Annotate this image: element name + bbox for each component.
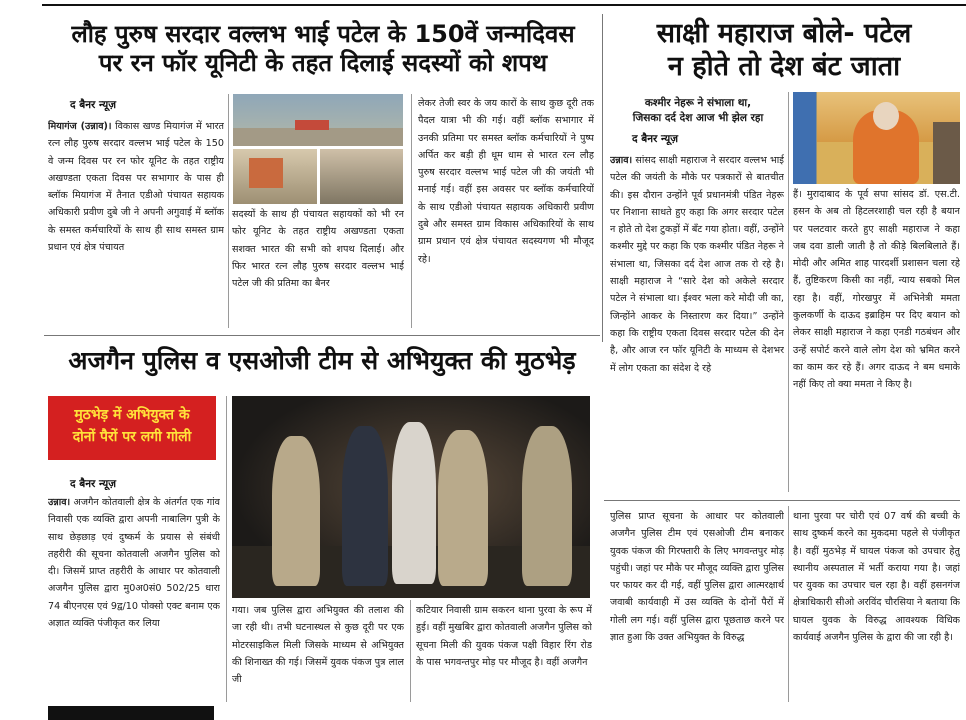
story1-col1 <box>48 118 224 328</box>
story2-subhead-line2: जिसका दर्द देश आज भी झेल रहा <box>632 112 764 124</box>
story2-col1 <box>610 152 784 492</box>
story3-col-divider-2 <box>410 600 411 702</box>
story2-place: उन्नाव। <box>610 155 633 166</box>
story3-photo-person-1 <box>272 436 320 586</box>
story3-col3-text: कटियार निवासी ग्राम सकरन थाना पुरवा के रूप में हुई। वहीं मुखबिर द्वारा कोतवाली अजगैन पुलिस को सूचना मिली की युवक पंकज पक्षी विहार रिंग रोड के पास भगवन्तपुर मोड़ पर मौजूद है। वहीं अजगैन <box>416 605 592 668</box>
story2-col1-text: सांसद साक्षी महाराज ने सरदार वल्लभ भाई पटेल की जयंती के मौके पर पत्रकारों से बातचीत की। इस दौरान उन्होंने पूर्व प्रधानमंत्री पंडित नेहरू पर निशाना साधते हुए कहा कि अगर सरदार पटेल न होते तो देश टुकड़ों में बँट गया होता। वहीं, उन्होंने कश्मीर मुद्दे पर कहा कि एक कश्मीर पंडित नेहरू ने संभाला था, जिसका दर्द देश आज तक रो रहे है। साक्षी महाराज ने “सारे देश को अकेले सरदार पटेल ने संभाला था। ईश्वर भला करे मोदी जी का, जिन्होंने आकर के निस्तारण कर दिया।” उन्होंने कहा कि राष्ट्रीय एकता दिवस सरदार पटेल की देन है, और आज रन फॉर यूनिटी के माध्यम से देशभर में लोग एकता का संदेश दे रहे <box>610 155 784 374</box>
story2-subhead-line1: कश्मीर नेहरू ने संभाला था, <box>644 97 752 109</box>
story3-col5-text: थाना पुरवा पर चोरी एवं 07 वर्ष की बच्ची के साथ दुष्कर्म करने का मुकदमा पहले से पंजीकृत है। वहीं मुठभेड़ में घायल पंकज को उपचार हेतु स्थानीय अस्पताल में भर्ती कराया गया है। जहां पर युवक का उपचार चल रहा है। वहीं हसनगंज क्षेत्राधिकारी सीओ अरविंद चौरसिया ने बताया कि घायल युवक के विरुद्ध आवश्यक विधिक कार्यवाई अजगैन पुलिस के द्वारा की जा रही है। <box>793 511 960 644</box>
story1-col-divider-1 <box>228 94 229 328</box>
story1-photo-bottom-right <box>320 149 403 204</box>
story1-place: मियागंज (उन्नाव)। <box>48 121 112 132</box>
story3-red-box <box>48 396 216 460</box>
story1-col-divider-2 <box>411 94 412 328</box>
story3-top-rule <box>44 335 600 336</box>
story3-col1 <box>48 494 220 700</box>
story3-place: उन्नाव। <box>48 497 71 508</box>
story3-red-box-line2: दोनों पैरों पर लगी गोली <box>72 429 192 445</box>
story2-col2-text: हैं। मुरादाबाद के पूर्व सपा सांसद डॉ. एस.टी. हसन के अब तो हिटलरशाही चल रही है बयान पर पलटवार करते हुए साक्षी महाराज ने कहा जब दवा डाली जाती है तो कीड़े बिलबिलाते हैं। मोदी और अमित शाह पारदर्शी प्रशासन चला रहे हैं, तुष्टिकरण किसी का नहीं, न्याय सबको मिल रहा है। वहीं, गोरखपुर में अभिनेत्री ममता कुलकर्णी के दाऊद इब्राहिम पर दिए बयान को लेकर साक्षी महाराज ने कहा एनडी गठबंधन और उन्हें सपोर्ट करने वाले लोग देश को भ्रमित करने का काम कर रहे हैं। अगर दाऊद ने बम धमाके नहीं किए तो क्या ममता ने किए है। <box>793 189 960 391</box>
story1-byline: द बैनर न्यूज़ <box>70 99 116 111</box>
story3-col2 <box>232 602 404 702</box>
story1-photo-top-ground <box>233 128 403 146</box>
story1-col3 <box>418 95 594 328</box>
story3-col4 <box>610 508 784 702</box>
story3-red-box-line1: मुठभेड़ में अभियुक्त के <box>74 407 190 423</box>
story3-photo-person-4 <box>438 430 488 586</box>
top-border <box>42 4 966 6</box>
story3-photo-person-5 <box>522 426 572 586</box>
story1-col3-text: लेकर तेजी स्वर के जय कारों के साथ कुछ दूरी तक पैदल यात्रा भी की गई। वहीं ब्लॉक सभागार में उनकी प्रतिमा पर समस्त ब्लॉक कर्मचारियों ने पुष्प अर्पित कर बड़ी ही धूम धाम से भारत रत्न लौह पुरुष सरदार वल्लभ भाई पटेल जी की जयंती भी मनाई गई। वहीं इस अवसर पर ब्लॉक कर्मचारियों के साथ एडीओ पंचायत सहायक अधिकारी प्रवीण दुबे और समस्त ग्राम विकास अधिकारियों के साथ ग्राम प्रधान एवं क्षेत्र पंचायत सदस्यगण भी मौजूद रहे। <box>418 98 594 265</box>
story3-photo <box>232 396 590 598</box>
story2-col-divider <box>788 92 789 492</box>
story1-headline-line2: पर रन फॉर यूनिटी के तहत दिलाई सदस्यों को शपथ <box>98 49 548 78</box>
story1-photo-hdivider <box>233 146 403 149</box>
story3-photo-person-2 <box>342 426 388 586</box>
story2-headline-line2: न होते तो देश बंट जाता <box>667 50 901 82</box>
story3-photo-person-3 <box>392 422 436 584</box>
story3-col-divider-1 <box>226 396 227 702</box>
story-divider <box>602 14 603 342</box>
story1-headline <box>44 20 602 79</box>
story3-col2-text: गया। जब पुलिस द्वारा अभियुक्त की तलाश की जा रही थी। तभी घटनास्थल से कुछ दूरी पर एक मोटरसाइकिल मिली जिसके माध्यम से अभियुक्त की शिनाख्त की गई। जिसमें युवक पंकज पुत्र लाल जी <box>232 605 404 686</box>
story1-photo-banner <box>295 120 329 130</box>
story1-col2-text: सदस्यों के साथ ही पंचायत सहायकों को भी रन फोर यूनिट के तहत राष्ट्रीय अखण्डता एकता सशक्त भारत की सभी को शपथ दिलाई। और फिर भारत रत्न लौह पुरुष सरदार वल्लभ भाई पटेल जी की प्रतिमा का बैनर <box>232 209 404 290</box>
story3-col5 <box>793 508 960 702</box>
story1-col1-text: विकास खण्ड मियागंज में भारत रत्न लौह पुरुष सरदार वल्लभ भाई पटेल के 150 वे जन्म दिवस पर रन फोर यूनिट के तहत राष्ट्रीय अखण्डता एकता दिवस पर सभागार के पास ही ब्लॉक मियागंज में तैनात एडीओ पंचायत सहायक अधिकारी प्रवीण दुबे जी ने अपनी अगुवाई में ब्लॉक के समस्त कर्मचारियों के साथ ही साथ समस्त ग्राम प्रधान एवं क्षेत्र पंचायत <box>48 121 224 254</box>
story2-headline-line1: साक्षी महाराज बोले- पटेल <box>656 18 912 49</box>
story2-photo-side-figure <box>933 122 960 184</box>
story1-photo-divider <box>317 149 320 204</box>
story3-col4-text: पुलिस प्राप्त सूचना के आधार पर कोतवाली अजगैन पुलिस टीम एवं एसओजी टीम बनाकर युवक पंकज की गिरफ्तारी के लिए भगवन्तपुर मोड़ पहुंची। जहां पर मौके पर मौजूद व्यक्ति द्वारा पुलिस पर फायर कर दी गई, वहीं पुलिस द्वारा आत्मरक्षार्थ जवाबी कार्यवाही में उस व्यक्ति के दोनों पैरों में गोली लग गई। वहीं पुलिस द्वारा पूछताछ करने पर ज्ञात हुआ कि उक्त अभियुक्त के विरुद्ध <box>610 511 784 644</box>
story3-headline: अजगैन पुलिस व एसओजी टीम से अभियुक्त की मुठभेड़ <box>68 346 576 375</box>
story2-photo-face <box>873 102 899 130</box>
story2-photo <box>793 92 960 184</box>
story2-subhead <box>610 96 786 126</box>
story3-col3 <box>416 602 592 702</box>
story2-col2 <box>793 186 960 492</box>
story1-col2 <box>232 206 404 328</box>
story3-col-divider-3 <box>788 506 789 702</box>
next-story-bar <box>48 706 214 720</box>
story1-headline-line1: लौह पुरुष सरदार वल्लभ भाई पटेल के 150वें जन्मदिवस <box>71 20 575 48</box>
story2-byline: द बैनर न्यूज़ <box>632 133 678 145</box>
story1-photo-collage <box>233 94 403 204</box>
story1-photo-frame <box>249 158 283 188</box>
story2-headline <box>608 18 960 84</box>
story3-right-rule <box>604 500 960 501</box>
story3-byline: द बैनर न्यूज़ <box>70 478 116 490</box>
story3-col1-text: अजगैन कोतवाली क्षेत्र के अंतर्गत एक गांव निवासी एक व्यक्ति द्वारा अपनी नाबालिग पुत्री के साथ छेड़छाड़ एवं दुष्कर्म के प्रयास से संबंधी तहरीरी की सूचना कोतवाली अजगैन पुलिस को दी। जिसमें प्राप्त तहरीरी के आधार पर कोतवाली अजगैन पुलिस द्वारा मु0अ0सं0 502/25 धारा 74 बीएनएस एवं 9द्व/10 पोक्सो एक्ट बनाम एक अज्ञात व्यक्ति पंजीकृत कर लिया <box>48 497 220 630</box>
